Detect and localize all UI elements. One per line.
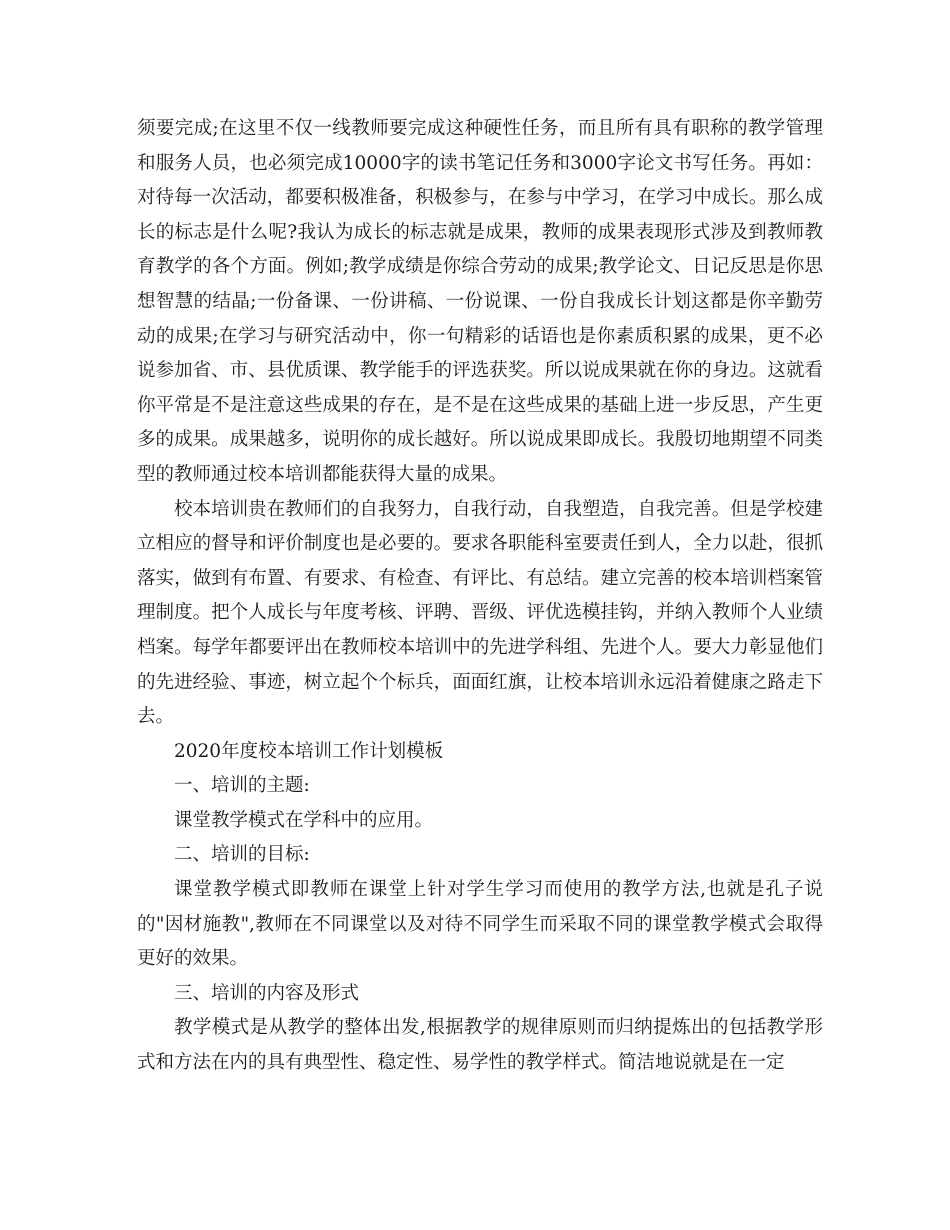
paragraph-training-supervision: 校本培训贵在教师们的自我努力，自我行动，自我塑造，自我完善。但是学校建立相应的督导和评价制度也是必要的。要求各职能科室要责任到人，全力以赴，很抓落实，做到有布置、有要求、有检查、有评比、有总结。建立完善的校本培训档案管理制度。把个人成长与年度考核、评聘、晋级、评优选模挂钩，并纳入教师个人业绩档案。每学年都要评出在教师校本培训中的先进学科组、先进个人。要大力彰显他们的先进经验、事迹，树立起个个标兵，面面红旗，让校本培训永远沿着健康之路走下去。 xyxy=(137,498,823,728)
heading-training-goal: 二、培训的目标: xyxy=(174,844,310,866)
section-title-plan-template: 2020年度校本培训工作计划模板 xyxy=(174,740,444,762)
paragraph-growth-results: 须要完成;在这里不仅一线教师要完成这种硬性任务，而且所有具有职称的教学管理和服务人员，也必须完成10000字的读书笔记任务和3000字论文书写任务。再如：对待每一次活动，都要积极准备，积极参与，在参与中学习，在学习中成长。那么成长的标志是什么呢?我认为成长的标志就是成果，教师的成果表现形式涉及到教师教育教学的各个方面。例如;教学成绩是你综合劳动的成果;教学论文、日记反思是你思想智慧的结晶;一份备课、一份讲稿、一份说课、一份自我成长计划这都是你辛勤劳动的成果;在学习与研究活动中，你一句精彩的话语也是你素质积累的成果，更不必说参加省、市、县优质课、教学能手的评选获奖。所以说成果就在你的身边。这就看你平常是不是注意这些成果的存在，是不是在这些成果的基础上进一步反思，产生更多的成果。成果越多，说明你的成长越好。所以说成果即成长。我殷切地期望不同类型的教师通过校本培训都能获得大量的成果。 xyxy=(137,118,823,485)
heading-training-content: 三、培训的内容及形式 xyxy=(174,982,360,1004)
document-page xyxy=(137,112,823,1081)
paragraph-training-goal: 课堂教学模式即教师在课堂上针对学生学习而使用的教学方法,也就是孔子说的"因材施教",教师在不同课堂以及对待不同学生而采取不同的课堂教学模式会取得更好的效果。 xyxy=(137,879,823,970)
paragraph-teaching-model: 教学模式是从教学的整体出发,根据教学的规律原则而归纳提炼出的包括教学形式和方法在内的具有典型性、稳定性、易学性的教学样式。简洁地说就是在一定 xyxy=(137,1017,823,1074)
paragraph-training-theme: 课堂教学模式在学科中的应用。 xyxy=(174,809,434,831)
heading-training-theme: 一、培训的主题: xyxy=(174,775,310,797)
